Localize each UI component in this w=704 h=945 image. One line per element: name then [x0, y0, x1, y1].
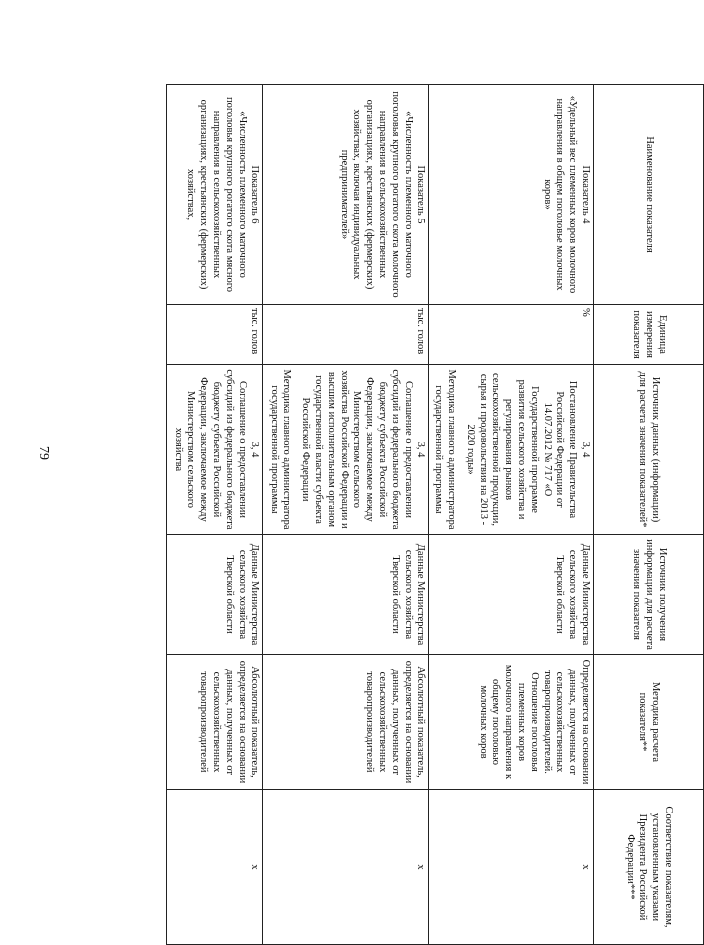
source-text: Соглашение о предоставлении субсидий из федерального бюджета бюджету субъекта Российской Федерации, заключаемое между Министерством сельского хозяйства [172, 369, 248, 530]
source-extra: Методика главного администратора государственной программы [268, 369, 293, 530]
compliance-cell: х [429, 790, 594, 945]
unit-cell: тыс. голов [263, 305, 429, 365]
method-cell: Абсолютный показатель, определяется на основании данных, полученных от сельскохозяйственных товаропроизводителей [263, 655, 429, 790]
indicator-description: «Удельный вес племенных коров молочного направления в общем поголовье молочных коров» [541, 95, 579, 294]
info-source-cell: Данные Министерства сельского хозяйства Тверской области [167, 535, 263, 655]
header-presidential-compliance: Соответствие показателям, установленным указами Президента Российской Федерации*** [594, 790, 704, 945]
source-extra: Методика главного администратора государственной программы [433, 369, 458, 530]
indicator-name-cell [263, 85, 429, 305]
indicator-description: «Численность племенного маточного поголовья крупного рогатого скота мясного направления в сельскохозяйственных организациях, крестьянских (фермерских) хозяйствах, [185, 96, 248, 293]
rotated-table-container [172, 84, 704, 944]
table-row [263, 85, 429, 945]
method-cell: Абсолютный показатель, определяется на основании данных, полученных от сельскохозяйственных товаропроизводителей [167, 655, 263, 790]
source-code: 3, 4 [580, 441, 591, 458]
compliance-cell: х [263, 790, 429, 945]
table-row [429, 85, 594, 945]
header-data-source: Источник данных (информации) для расчета значения показателей* [594, 365, 704, 535]
indicator-title: Показатель 5 [415, 165, 427, 224]
indicator-title: Показатель 4 [580, 165, 591, 224]
header-unit: Единица измерения показателя [594, 305, 704, 365]
unit-cell: % [429, 305, 594, 365]
data-source-cell [263, 365, 429, 535]
source-code: 3, 4 [415, 441, 427, 458]
unit-cell: тыс. голов [167, 305, 263, 365]
source-code: 3, 4 [249, 441, 261, 458]
indicator-name-cell [167, 85, 263, 305]
header-method: Методика расчета показателя** [594, 655, 704, 790]
data-source-cell [429, 365, 594, 535]
indicator-description: «Численность племенного маточного поголовья крупного рогатого скота молочного направления в сельскохозяйственных организациях, крестьянских (фермерских) хозяйствах, включая индивидуальных предпринимателей» [338, 91, 414, 298]
indicator-title: Показатель 6 [249, 165, 261, 224]
method-cell: Определяется на основании данных, полученных от сельскохозяйственных товаропроизводителей. Отношение поголовья племенных коров молочного направления к общему поголовью молочных коров [429, 655, 594, 790]
info-source-cell: Данные Министерства сельского хозяйства Тверской области [429, 535, 594, 655]
header-indicator-name: Наименование показателя [594, 85, 704, 305]
source-text: Соглашение о предоставлении субсидий из федерального бюджета бюджету субъекта Российской Федерации, заключаемое между Министерством сельского хозяйства Российской Федерации и высшим исполнительным органом государственной власти субъекта Российской Федерации [300, 369, 414, 530]
indicator-name-cell [429, 85, 594, 305]
info-source-cell: Данные Министерства сельского хозяйства Тверской области [263, 535, 429, 655]
indicator-table [166, 84, 704, 945]
table-header-row [594, 85, 704, 945]
page-number: 79 [36, 446, 51, 460]
compliance-cell: х [167, 790, 263, 945]
data-source-cell [167, 365, 263, 535]
table-row [167, 85, 263, 945]
source-text: Постановление Правительства Российской Федерации от 14.07.2012 № 717 «О Государственной программе развития сельского хозяйства и регулирования рынков сельскохозяйственной продукции, сырья и продовольствия на 2013 - 2020 годы» [464, 373, 579, 526]
header-info-source: Источник получения информации для расчета значения показателя [594, 535, 704, 655]
